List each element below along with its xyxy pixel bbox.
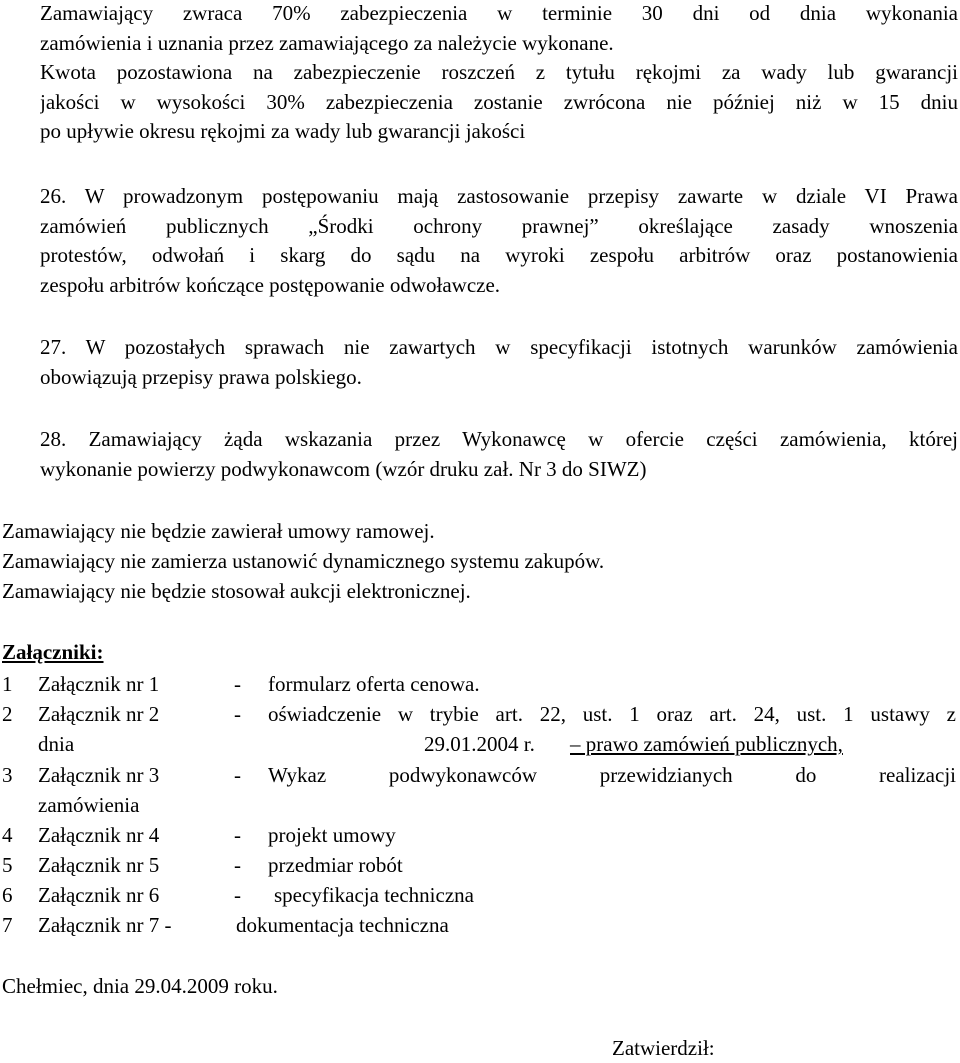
attachment-row — [0, 821, 960, 850]
attachments-heading: Załączniki: — [2, 640, 104, 664]
paragraph-line: zamówień publicznych „Środki ochrony prawnej” określające zasady wnoszenia — [40, 213, 958, 238]
attachment-name: Załącznik nr 6 — [38, 883, 160, 907]
paragraph-line: Kwota pozostawiona na zabezpieczenie roszczeń z tytułu rękojmi za wady lub gwarancji — [40, 60, 958, 84]
attachment-description: formularz oferta cenowa. — [268, 672, 480, 696]
statement-framework-agreement: Zamawiający nie będzie zawierał umowy ramowej. — [2, 519, 435, 543]
attachment-dash: - — [234, 763, 241, 787]
attachment-row — [0, 851, 960, 880]
attachment-continuation: 29.01.2004 r. — [424, 732, 535, 756]
attachment-continuation: – prawo zamówień publicznych, — [570, 732, 843, 756]
paragraph-line: po upływie okresu rękojmi za wady lub gwarancji jakości — [40, 119, 526, 143]
attachment-dash: - — [234, 883, 241, 907]
attachment-continuation: zamówienia — [38, 793, 140, 817]
attachment-description: przedmiar robót — [268, 853, 403, 877]
approval-label: Zatwierdził: — [612, 1036, 715, 1060]
paragraph-line: 28. Zamawiający żąda wskazania przez Wykonawcę w ofercie części zamówienia, której — [40, 427, 958, 451]
attachment-number: 5 — [2, 853, 13, 877]
paragraph-line: wykonanie powierzy podwykonawcom (wzór druku zał. Nr 3 do SIWZ) — [40, 456, 647, 481]
attachment-name: Załącznik nr 1 — [38, 672, 160, 696]
attachment-row — [0, 911, 960, 940]
attachment-description: projekt umowy — [268, 823, 396, 847]
paragraph-line: Zamawiający zwraca 70% zabezpieczenia w terminie 30 dni od dnia wykonania — [40, 1, 958, 25]
attachment-description: specyfikacja techniczna — [274, 883, 474, 907]
statement-dynamic-purchasing: Zamawiający nie zamierza ustanowić dynamicznego systemu zakupów. — [2, 549, 605, 573]
paragraph-warranty-return — [40, 58, 958, 147]
paragraph-line: 26. W prowadzonym postępowaniu mają zastosowanie przepisy zawarte w dziale VI Prawa — [40, 184, 958, 208]
attachment-row — [0, 881, 960, 910]
attachment-name: Załącznik nr 5 — [38, 853, 160, 877]
attachment-dash: - — [234, 823, 241, 847]
paragraph-security-return — [40, 0, 958, 58]
attachment-dash: - — [234, 702, 241, 726]
statement-electronic-auction: Zamawiający nie będzie stosował aukcji elektronicznej. — [2, 579, 471, 603]
place-date: Chełmiec, dnia 29.04.2009 roku. — [2, 974, 278, 998]
paragraph-line: zamówienia i uznania przez zamawiającego za należycie wykonane. — [40, 30, 614, 55]
attachment-number: 3 — [2, 763, 13, 787]
attachment-description: oświadczenie w trybie art. 22, ust. 1 oraz art. 24, ust. 1 ustawy z — [268, 702, 956, 726]
paragraph-line: jakości w wysokości 30% zabezpieczenia zostanie zwrócona nie później niż w 15 dniu — [40, 89, 958, 114]
attachment-number: 7 — [2, 913, 13, 937]
attachment-number: 1 — [2, 672, 13, 696]
paragraph-line: protestów, odwołań i skarg do sądu na wyroki zespołu arbitrów oraz postanowienia — [40, 243, 958, 267]
attachment-number: 2 — [2, 702, 13, 726]
paragraph-line: zespołu arbitrów kończące postępowanie odwoławcze. — [40, 272, 501, 297]
attachment-continuation: dnia — [38, 732, 75, 756]
paragraph-27 — [40, 333, 958, 392]
paragraph-line: obowiązują przepisy prawa polskiego. — [40, 364, 362, 389]
attachment-name: Załącznik nr 7 - — [38, 913, 172, 937]
attachment-name: Załącznik nr 3 — [38, 763, 160, 787]
attachment-row — [0, 700, 960, 729]
paragraph-28 — [40, 425, 958, 484]
attachment-description: dokumentacja techniczna — [236, 913, 449, 937]
paragraph-26 — [40, 182, 958, 300]
attachment-row — [0, 761, 960, 790]
attachment-name: Załącznik nr 4 — [38, 823, 160, 847]
paragraph-line: 27. W pozostałych sprawach nie zawartych w specyfikacji istotnych warunków zamówienia — [40, 335, 958, 359]
attachment-name: Załącznik nr 2 — [38, 702, 160, 726]
attachment-number: 4 — [2, 823, 13, 847]
attachment-row — [0, 670, 960, 699]
attachment-dash: - — [234, 853, 241, 877]
attachment-number: 6 — [2, 883, 13, 907]
attachment-description: Wykaz podwykonawców przewidzianych do realizacji — [268, 763, 956, 787]
attachment-dash: - — [234, 672, 241, 696]
